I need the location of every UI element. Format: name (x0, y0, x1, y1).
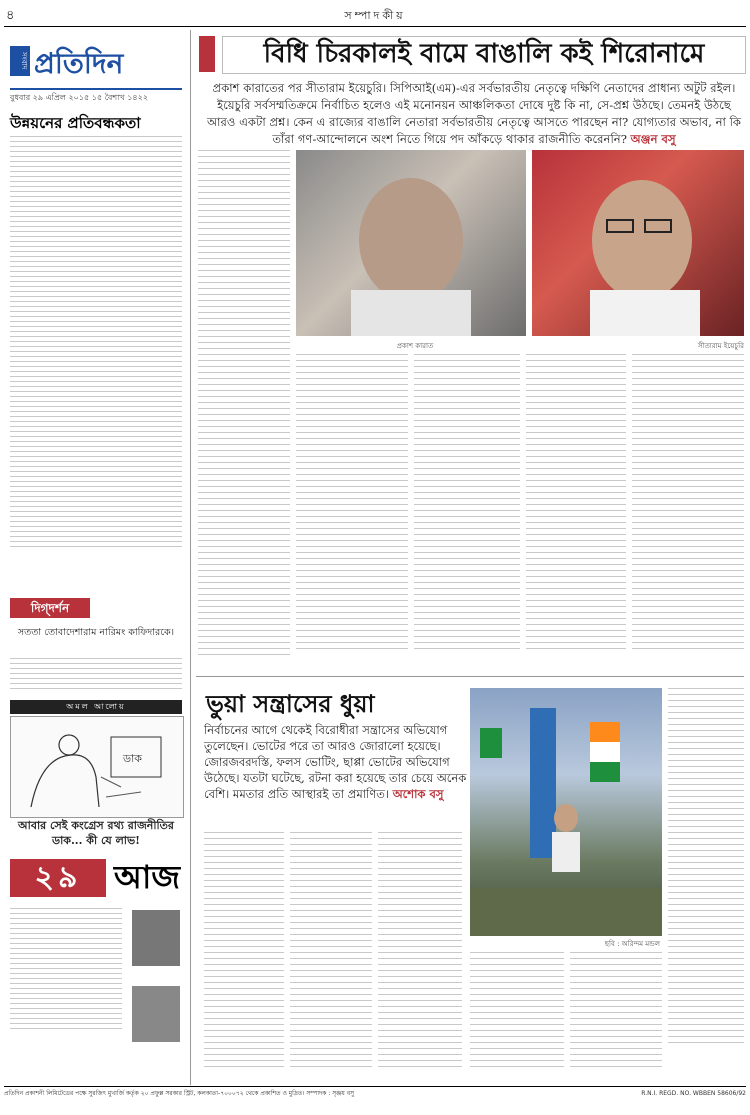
second-headline: ভুয়া সন্ত্রাসের ধুয়া (206, 689, 375, 718)
today-label: আজ (114, 858, 180, 896)
second-body-col2 (290, 832, 372, 1072)
dateline: বুধবার ২৯ এপ্রিল ২০১৫ ১৫ বৈশাখ ১৪২২ (10, 93, 149, 102)
second-body-col1 (204, 832, 284, 1072)
main-body-col2 (296, 354, 408, 654)
editorial-body (10, 136, 182, 551)
logo-tag: সংবাদ (10, 46, 30, 76)
photo-sitaram-yechury (532, 150, 744, 336)
second-body-col4 (470, 952, 564, 1072)
feature-body (10, 658, 182, 693)
masthead-logo (10, 40, 180, 82)
page-number: ৪ (6, 8, 15, 23)
second-body-col6 (668, 688, 744, 1048)
photo-prakash-karat (296, 150, 526, 336)
feature-label: দিগ্‌দর্শন (10, 598, 90, 618)
cartoon-label: অমল আলোয় (10, 700, 182, 714)
main-author: অঞ্জন বসু (630, 132, 676, 146)
portrait-photo-1 (132, 910, 180, 966)
logo-name: প্রতিদিন (34, 47, 124, 80)
second-intro (204, 722, 474, 802)
photo1-caption: প্রকাশ কারাত (396, 342, 434, 350)
main-body-col5 (632, 354, 744, 654)
section-title: সম্পাদকীয় (344, 9, 406, 22)
header-rule (4, 26, 746, 27)
main-intro (204, 80, 744, 148)
rally-photo-caption: ছবি : অরিন্দম মন্ডল (604, 940, 660, 948)
main-body-col1 (198, 150, 290, 660)
cartoon-caption: আবার সেই কংগ্রেস রথ্য রাজনীতির ডাক... কী যে লাভ! (18, 819, 174, 847)
photo2-caption: সীতারাম ইয়েচুরি (697, 342, 744, 350)
main-intro-text: প্রকাশ কারাতের পর সীতারাম ইয়েচুরি। সিপিআই(এম)-এর সর্বভারতীয় নেতৃত্বে দক্ষিণি নেতাদের প্রাধান্য অটুট রইল। ইয়েচুরি সর্বসম্মতিক্রমে নির্বাচিত হলেও এই মনোনয়ন আঞ্চলিকতা দোষে দুষ্ট কি না, সে-প্রশ্ন উঠছে। তেমনই উঠছে আরও একটা প্রশ্ন। কেন এ রাজ্যের বাঙালি নেতারা সর্বভারতীয় নেতৃত্বে আসতে পারছেন না? যোগ্যতার অভাব, না কি তাঁরা গণ-আন্দোলনে অংশ নিতে গিয়ে পদ আঁকড়ে থাকার রাজনীতি করেননি? (206, 81, 742, 146)
main-headline: বিধি চিরকালই বামে বাঙালি কই শিরোনামে (222, 36, 746, 74)
main-body-col4 (526, 354, 626, 654)
second-author: অশোক বসু (392, 787, 444, 801)
photo-rally (470, 688, 662, 936)
logo-rule (10, 88, 182, 90)
second-body-col3 (378, 832, 462, 1072)
svg-text:ডাক: ডাক (123, 752, 142, 765)
today-box (10, 855, 182, 901)
feature-subtitle: সততা তোবাদেশারাম নারিমং কাফিদারকে। (17, 627, 175, 638)
today-number: ২৯ (10, 859, 106, 897)
today-events (10, 908, 122, 1033)
editorial-title: উন্নয়নের প্রতিবন্ধকতা (10, 114, 141, 132)
cartoon-image (10, 716, 184, 818)
main-body-col3 (414, 354, 520, 654)
imprint-line (4, 1090, 746, 1098)
portrait-photo-2 (132, 986, 180, 1042)
headline-accent (199, 36, 215, 72)
registration-number: R.N.I. REGD. NO. WBBEN 58606/92 (641, 1090, 746, 1097)
second-body-col5 (570, 952, 662, 1072)
article-separator (196, 676, 744, 677)
imprint-text: প্রতিদিন প্রকাশনী লিমিটেডের পক্ষে সুরজিৎ মুখার্জি কর্তৃক ২০ প্রফুল্ল সরকার স্ট্রিট, কলকাতা-৭০০০৭২ থেকে প্রকাশিত ও মুদ্রিত। সম্পাদক : সৃঞ্জয় বসু (4, 1090, 355, 1097)
second-intro-text: নির্বাচনের আগে থেকেই বিরোধীরা সন্ত্রাসের অভিযোগ তুলেছেন। ভোটের পরে তা আরও জোরালো হয়েছে। জোরজবরদস্তি, ফলস ভোটিং, ছাপ্পা ভোটের অভিযোগ উঠেছে। যতটা ঘটেছে, রটনা করা হয়েছে তার চেয়ে অনেক বেশি। মমতার প্রতি আস্থারই তা প্রমাণিত। (204, 723, 467, 801)
footer-rule (4, 1086, 746, 1087)
column-divider (190, 30, 191, 1085)
